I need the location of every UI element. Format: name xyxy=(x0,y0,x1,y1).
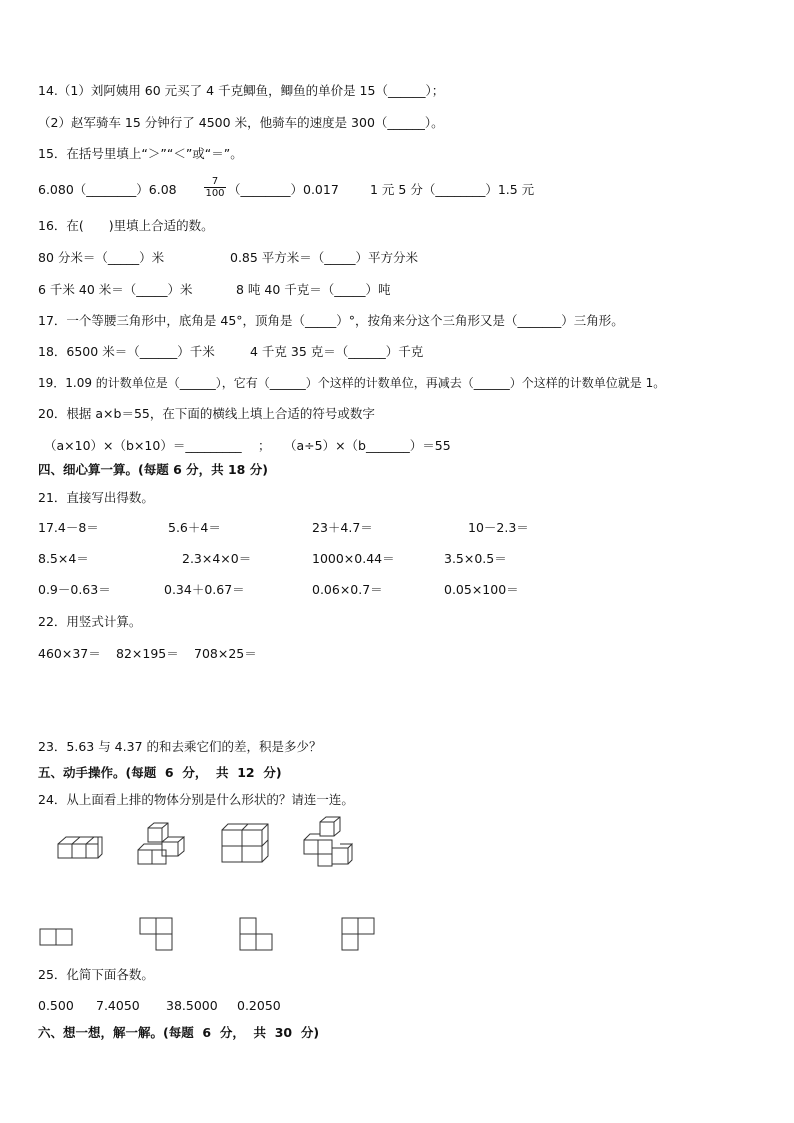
q16-c: 6 千米 40 米＝（_____）米 xyxy=(38,282,193,297)
q21-cell: 0.34＋0.67＝ xyxy=(164,582,245,597)
q16-a: 80 分米＝（_____）米 xyxy=(38,250,165,265)
q21-cell: 3.5×0.5＝ xyxy=(444,551,507,566)
q20-title: 20．根据 a×b＝55，在下面的横线上填上合适的符号或数字 xyxy=(38,406,375,421)
cube-figure-2-icon xyxy=(134,820,190,868)
q25-item: 38.5000 xyxy=(166,998,218,1013)
section-4-heading: 四、细心算一算。(每题 6 分，共 18 分) xyxy=(38,462,268,477)
q21-cell: 10－2.3＝ xyxy=(468,520,529,535)
q22-item: 82×195＝ xyxy=(116,646,179,661)
q25-item: 7.4050 xyxy=(96,998,140,1013)
q22-item: 460×37＝ xyxy=(38,646,101,661)
q21-cell: 5.6＋4＝ xyxy=(168,520,221,535)
q21-cell: 1000×0.44＝ xyxy=(312,551,395,566)
q20-b: （a÷5）×（b_______）＝55 xyxy=(284,438,451,453)
q14-part2: （2）赵军骑车 15 分钟行了 4500 米，他骑车的速度是 300（______）。 xyxy=(38,115,444,130)
top-view-1-icon xyxy=(38,926,78,948)
q18-b: 4 千克 35 克＝（______）千克 xyxy=(250,344,424,359)
q21-title: 21．直接写出得数。 xyxy=(38,490,154,505)
q22-item: 708×25＝ xyxy=(194,646,257,661)
section-6-heading: 六、想一想，解一解。(每题 6 分， 共 30 分) xyxy=(38,1025,320,1040)
q16-title: 16．在( )里填上合适的数。 xyxy=(38,218,214,233)
q21-cell: 23＋4.7＝ xyxy=(312,520,373,535)
q19: 19．1.09 的计数单位是（______），它有（______）个这样的计数单位，再减去（______）个这样的计数单位就是 1。 xyxy=(38,376,666,390)
cube-figure-3-icon xyxy=(218,820,272,868)
q17: 17．一个等腰三角形中，底角是 45°，顶角是（_____）°，按角来分这个三角形又是（_______）三角形。 xyxy=(38,313,624,328)
section-5-heading: 五、动手操作。(每题 6 分， 共 12 分) xyxy=(38,765,282,780)
q18-a: 18．6500 米＝（______）千米 xyxy=(38,344,215,359)
q25-item: 0.2050 xyxy=(237,998,281,1013)
cube-figure-4-icon xyxy=(300,814,356,872)
q20-a: （a×10）×（b×10）＝_________ xyxy=(44,438,242,453)
q15-item2: （________）0.017 xyxy=(228,182,339,197)
q24-title: 24．从上面看上排的物体分别是什么形状的？请连一连。 xyxy=(38,792,354,807)
q15-fraction xyxy=(204,176,226,199)
q15-item3: 1 元 5 分（________）1.5 元 xyxy=(370,182,535,197)
q16-b: 0.85 平方米＝（_____）平方分米 xyxy=(230,250,419,265)
cube-figure-1-icon xyxy=(54,832,104,868)
q21-cell: 2.3×4×0＝ xyxy=(182,551,252,566)
q16-d: 8 吨 40 千克＝（_____）吨 xyxy=(236,282,391,297)
q21-cell: 0.9－0.63＝ xyxy=(38,582,111,597)
top-view-4-icon xyxy=(340,916,380,956)
fraction-denominator: 100 xyxy=(205,188,225,199)
q23: 23．5.63 与 4.37 的和去乘它们的差，积是多少？ xyxy=(38,739,322,754)
top-view-2-icon xyxy=(138,916,178,956)
q25-item: 0.500 xyxy=(38,998,74,1013)
q21-cell: 17.4－8＝ xyxy=(38,520,99,535)
q14-part1: 14.（1）刘阿姨用 60 元买了 4 千克鲫鱼，鲫鱼的单价是 15（______）； xyxy=(38,83,445,98)
q15-item1: 6.080（________）6.08 xyxy=(38,182,177,197)
q21-cell: 0.05×100＝ xyxy=(444,582,519,597)
top-view-3-icon xyxy=(238,916,278,956)
q15-title: 15．在括号里填上“＞”“＜”或“＝”。 xyxy=(38,146,243,161)
q25-title: 25．化简下面各数。 xyxy=(38,967,154,982)
q22-title: 22．用竖式计算。 xyxy=(38,614,142,629)
q20-sep: ； xyxy=(258,438,271,453)
q21-cell: 0.06×0.7＝ xyxy=(312,582,383,597)
q21-cell: 8.5×4＝ xyxy=(38,551,89,566)
fraction-numerator: 7 xyxy=(204,176,226,188)
